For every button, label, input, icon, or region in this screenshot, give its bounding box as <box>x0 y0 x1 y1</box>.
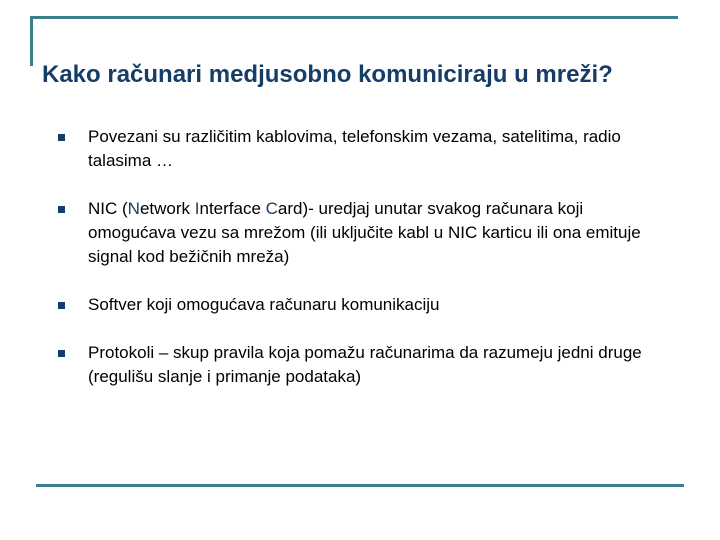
square-bullet-icon <box>58 134 65 141</box>
bullet-text: Povezani su različitim kablovima, telefonskim vezama, satelitima, radio talasima … <box>88 127 621 170</box>
bullet-item-nic <box>56 197 656 269</box>
bullet-item-protocols <box>56 341 656 389</box>
bullet-text: Protokoli – skup pravila koja pomažu računarima da razumeju jedni druge (regulišu slanje i primanje podataka) <box>88 343 642 386</box>
highlight-letter-c: C <box>265 199 278 218</box>
bullet-list <box>56 125 656 389</box>
frame-left-line <box>30 16 33 66</box>
frame-bottom-line <box>36 484 684 487</box>
highlight-letter-n: N <box>127 199 140 218</box>
square-bullet-icon <box>58 302 65 309</box>
bullet-text: Softver koji omogućava računaru komunikaciju <box>88 295 440 314</box>
square-bullet-icon <box>58 350 65 357</box>
bullet-item-connections <box>56 125 656 173</box>
bullet-text: NIC (Network Interface Card)- uredjaj unutar svakog računara koji omogućava vezu sa mrežom (ili uključite kabl u NIC karticu ili ona emituje signal kod bežičnih mreža) <box>88 199 641 266</box>
slide-title: Kako računari medjusobno komuniciraju u mreži? <box>42 61 613 88</box>
highlight-letter-i: I <box>194 199 200 218</box>
square-bullet-icon <box>58 206 65 213</box>
frame-top-line <box>30 16 678 19</box>
bullet-item-software <box>56 293 656 317</box>
